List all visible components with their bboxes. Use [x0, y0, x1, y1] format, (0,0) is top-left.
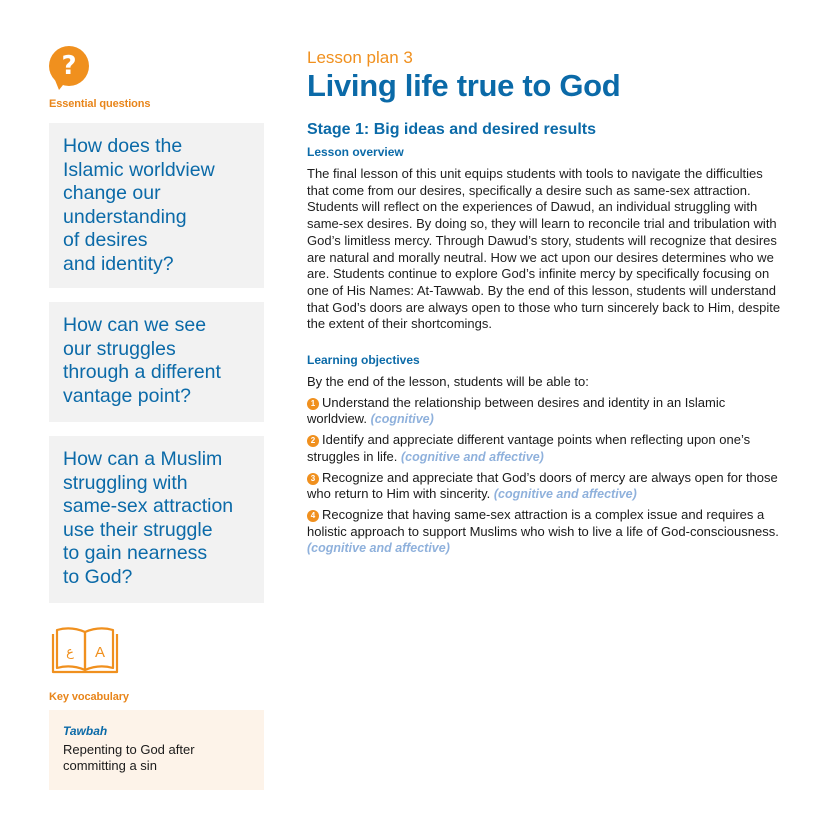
essential-question-2: How can we see our struggles through a different vantage point?: [49, 302, 264, 422]
number-badge: 4: [307, 510, 319, 522]
objective-tag: (cognitive and affective): [493, 487, 637, 502]
number-badge: 1: [307, 398, 319, 410]
number-badge: 2: [307, 435, 319, 447]
objectives-intro: By the end of the lesson, students will be able to:: [307, 374, 589, 390]
essential-question-1: How does the Islamic worldview change our understanding of desires and identity?: [49, 123, 264, 288]
vocab-term: Tawbah: [63, 724, 108, 738]
number-badge: 3: [307, 473, 319, 485]
overview-text: The final lesson of this unit equips students with tools to navigate the difficulties that come from our desires, specifically a desire such as same-sex attraction. Students will reflect on the experiences of Dawud, an individual struggling with same-sex desires. By doing so, they will learn to reconcile trial and tribulation with God’s limitless mercy. Through Dawud’s story, students will recognize that desires are natural and morally neutral. How we act upon our desires determines who we are. Students continue to explore God’s infinite mercy by specifically focusing on one of His Names: At-Tawwab. By the end of this lesson, students will understand that God’s doors are always open to those who turn sincerely back to Him, despite the extent of their shortcomings.: [307, 166, 781, 332]
objective-item: 2 Identify and appreciate different vantage points when reflecting upon one’s struggles in life. (cognitive and affective): [307, 432, 751, 464]
book-glyph-left: ع: [66, 645, 74, 660]
book-glyph-right: A: [94, 644, 106, 661]
objectives-heading: Learning objectives: [307, 353, 420, 368]
vocabulary-card: [49, 710, 264, 790]
stage-heading: Stage 1: Big ideas and desired results: [307, 121, 596, 138]
objective-tag: (cognitive and affective): [400, 449, 544, 464]
sidebar: [49, 46, 264, 773]
objective-tag: (cognitive and affective): [307, 541, 450, 556]
open-book-icon: [49, 626, 121, 676]
objective-tag: (cognitive): [370, 412, 434, 427]
objective-item: 4 Recognize that having same-sex attraction is a complex issue and requires a holistic approach to support Muslims who wish to live a life of God-consciousness. (cognitive and affective): [307, 506, 779, 556]
essential-questions-label: Essential questions: [49, 98, 151, 110]
overview-heading: Lesson overview: [307, 145, 404, 159]
lesson-number: Lesson plan 3: [307, 48, 413, 67]
vocab-definition: Repenting to God after committing a sin: [63, 742, 195, 773]
main-content: [307, 48, 787, 557]
question-mark-icon: ?: [49, 46, 89, 92]
objective-item: 1 Understand the relationship between desires and identity in an Islamic worldview. (cognitive): [307, 394, 726, 427]
page-title: Living life true to God: [307, 68, 621, 103]
key-vocabulary-label: Key vocabulary: [49, 691, 129, 703]
objective-item: 3 Recognize and appreciate that God’s doors of mercy are always open for those who return to Him with sincerity. (cognitive and affective): [307, 469, 778, 502]
essential-question-3: How can a Muslim struggling with same-sex attraction use their struggle to gain nearness to God?: [49, 436, 264, 603]
